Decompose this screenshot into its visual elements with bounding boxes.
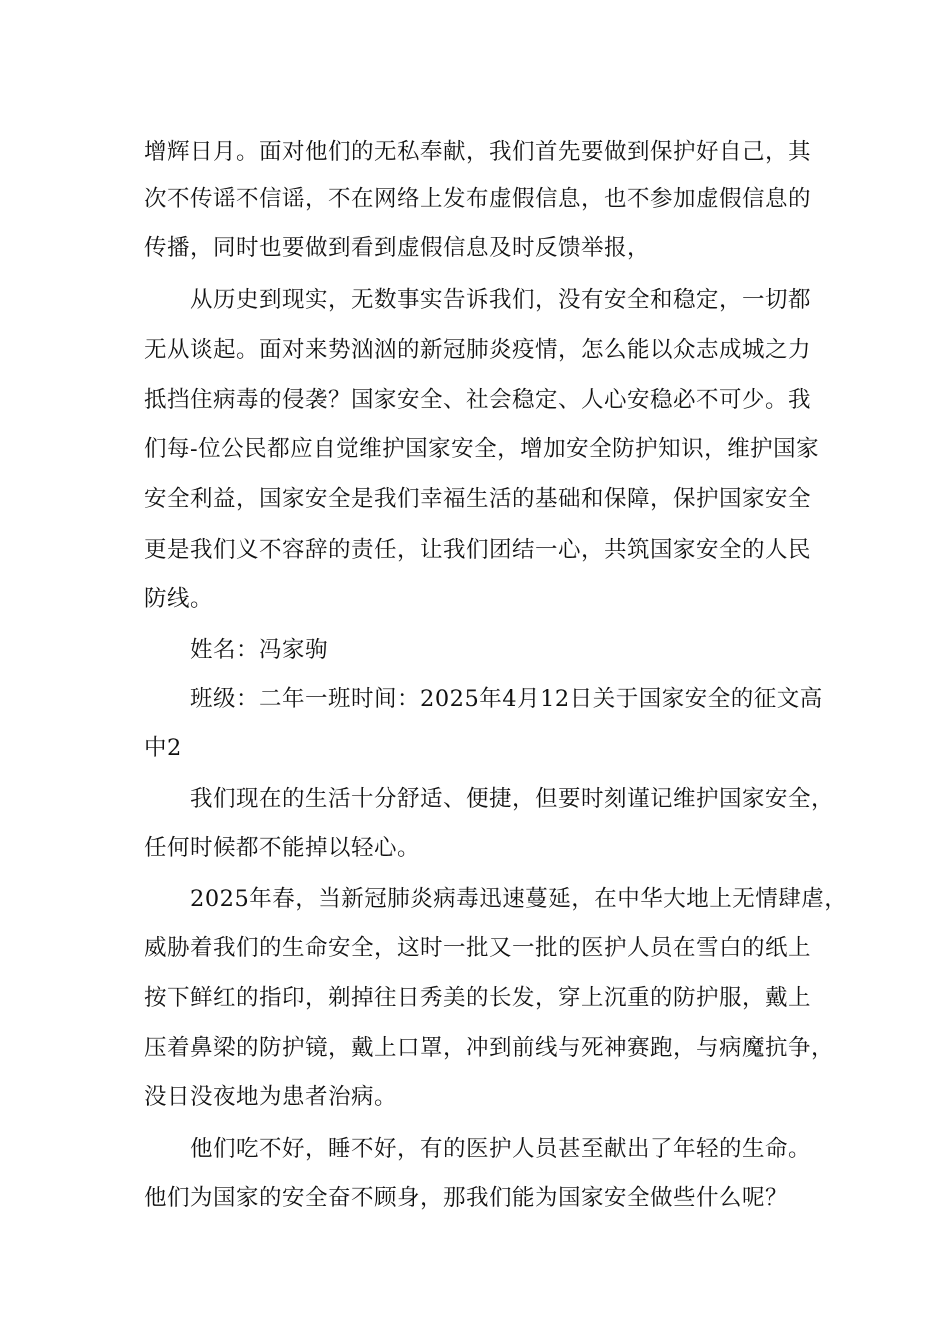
text-line: 增辉日月。面对他们的无私奉献，我们首先要做到保护好自己，其 [144, 139, 812, 165]
text-line: 更是我们义不容辞的责任，让我们团结一心，共筑国家安全的人民 [144, 537, 812, 563]
text-line: 安全利益，国家安全是我们幸福生活的基础和保障，保护国家安全 [144, 486, 812, 512]
text-line: 他们为国家的安全奋不顾身，那我们能为国家安全做些什么呢？ [144, 1185, 789, 1211]
text-line: 任何时候都不能掉以轻心。 [144, 835, 421, 861]
text-line: 无从谈起。面对来势汹汹的新冠肺炎疫情，怎么能以众志成城之力 [144, 337, 812, 363]
text-line: 没日没夜地为患者治病。 [144, 1084, 398, 1110]
text-line: 防线。 [144, 586, 214, 612]
paragraph-start-line: 我们现在的生活十分舒适、便捷，但要时刻谨记维护国家安全， [190, 786, 835, 812]
text-line: 们每-位公民都应自觉维护国家安全，增加安全防护知识，维护国家 [144, 436, 820, 462]
text-line: 按下鲜红的指印，剃掉往日秀美的长发，穿上沉重的防护服，戴上 [144, 985, 812, 1011]
paragraph-start-line: 2025年春，当新冠肺炎病毒迅速蔓延，在中华大地上无情肆虐， [190, 886, 848, 912]
class-and-date: 班级：二年一班时间：2025年4月12日关于国家安全的征文高 [190, 686, 823, 712]
paragraph-start-line: 他们吃不好，睡不好，有的医护人员甚至献出了年轻的生命。 [190, 1136, 812, 1162]
text-line: 次不传谣不信谣，不在网络上发布虚假信息，也不参加虚假信息的 [144, 186, 812, 212]
author-name: 姓名：冯家驹 [190, 637, 329, 663]
text-line: 抵挡住病毒的侵袭？国家安全、社会稳定、人心安稳必不可少。我 [144, 387, 812, 413]
text-line: 中2 [144, 735, 182, 761]
paragraph-start-line: 从历史到现实，无数事实告诉我们，没有安全和稳定，一切都 [190, 287, 812, 313]
text-line: 威胁着我们的生命安全，这时一批又一批的医护人员在雪白的纸上 [144, 935, 812, 961]
text-line: 传播，同时也要做到看到虚假信息及时反馈举报， [144, 235, 651, 261]
text-line: 压着鼻梁的防护镜，戴上口罩，冲到前线与死神赛跑，与病魔抗争， [144, 1035, 835, 1061]
